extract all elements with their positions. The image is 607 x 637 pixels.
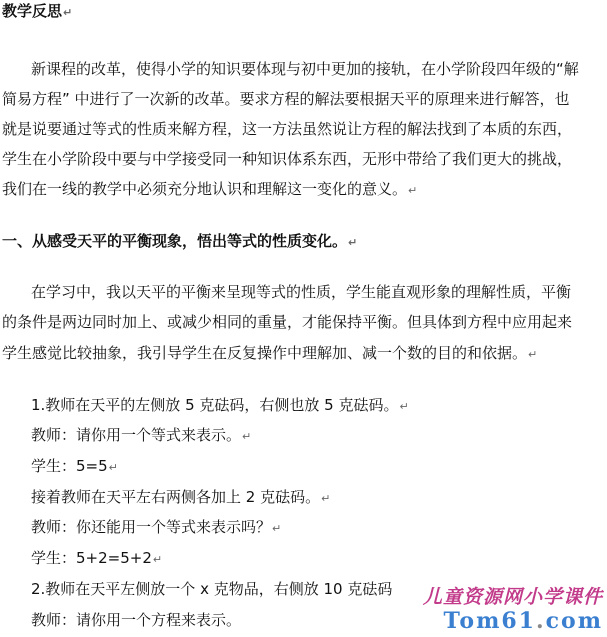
watermark-title: 儿童资源网小学课件 <box>422 586 603 608</box>
paragraph-mark-icon: ↵ <box>399 400 409 413</box>
section-para-line-last: 学生感觉比较抽象，我引导学生在反复操作中理解加、减一个数的目的和依据。↵ <box>2 344 538 362</box>
section-title: 一、从感受天平的平衡现象，悟出等式的性质变化。↵ <box>2 232 358 250</box>
dialogue-line: 教师：请你用一个方程来表示。 <box>31 611 242 629</box>
intro-line: 就是说要通过等式的性质来解方程，这一方法虽然说让方程的解法找到了本质的东西， <box>2 120 573 138</box>
intro-line: 新课程的改革，使得小学的知识要体现与初中更加的接轨，在小学阶段四年级的“解 <box>31 60 579 78</box>
dialogue-line: 教师：请你用一个等式来表示。↵ <box>31 426 252 444</box>
paragraph-mark-icon: ↵ <box>528 348 538 361</box>
intro-line-last: 我们在一线的教学中必须充分地认识和理解这一变化的意义。↵ <box>2 180 418 198</box>
paragraph-mark-icon: ↵ <box>408 184 418 197</box>
paragraph-mark-icon: ↵ <box>272 522 282 535</box>
section-para-line: 在学习中，我以天平的平衡来呈现等式的性质，学生能直观形象的理解性质，平衡 <box>31 283 572 301</box>
paragraph-mark-icon: ↵ <box>63 6 73 19</box>
intro-line: 学生在小学阶段中要与中学接受同一种知识体系东西，无形中带给了我们更大的挑战， <box>2 150 573 168</box>
paragraph-mark-icon: ↵ <box>348 236 358 249</box>
dialogue-line: 接着教师在天平左右两侧各加上 2 克砝码。↵ <box>31 488 331 506</box>
doc-heading: 教学反思↵ <box>2 2 73 20</box>
dialogue-line: 学生：5=5↵ <box>31 457 118 475</box>
watermark-domain: Tom61.com <box>443 608 603 634</box>
dialogue-line: 1.教师在天平的左侧放 5 克砝码，右侧也放 5 克砝码。↵ <box>31 396 409 414</box>
paragraph-mark-icon: ↵ <box>152 553 163 566</box>
intro-line: 简易方程” 中进行了一次新的改革。要求方程的解法要根据天平的原理来进行解答，也 <box>2 90 570 108</box>
paragraph-mark-icon: ↵ <box>242 430 252 443</box>
section-para-line: 的条件是两边同时加上、或减少相同的重量，才能保持平衡。但具体到方程中应用起来 <box>2 313 573 331</box>
paragraph-mark-icon: ↵ <box>321 492 331 505</box>
dialogue-line: 学生：5+2=5+2↵ <box>31 549 163 567</box>
dialogue-line: 2.教师在天平左侧放一个 x 克物品，右侧放 10 克砝码 <box>31 580 393 598</box>
dialogue-line: 教师：你还能用一个等式来表示吗？↵ <box>31 518 282 536</box>
watermark-logo <box>391 585 603 635</box>
paragraph-mark-icon: ↵ <box>108 461 118 474</box>
